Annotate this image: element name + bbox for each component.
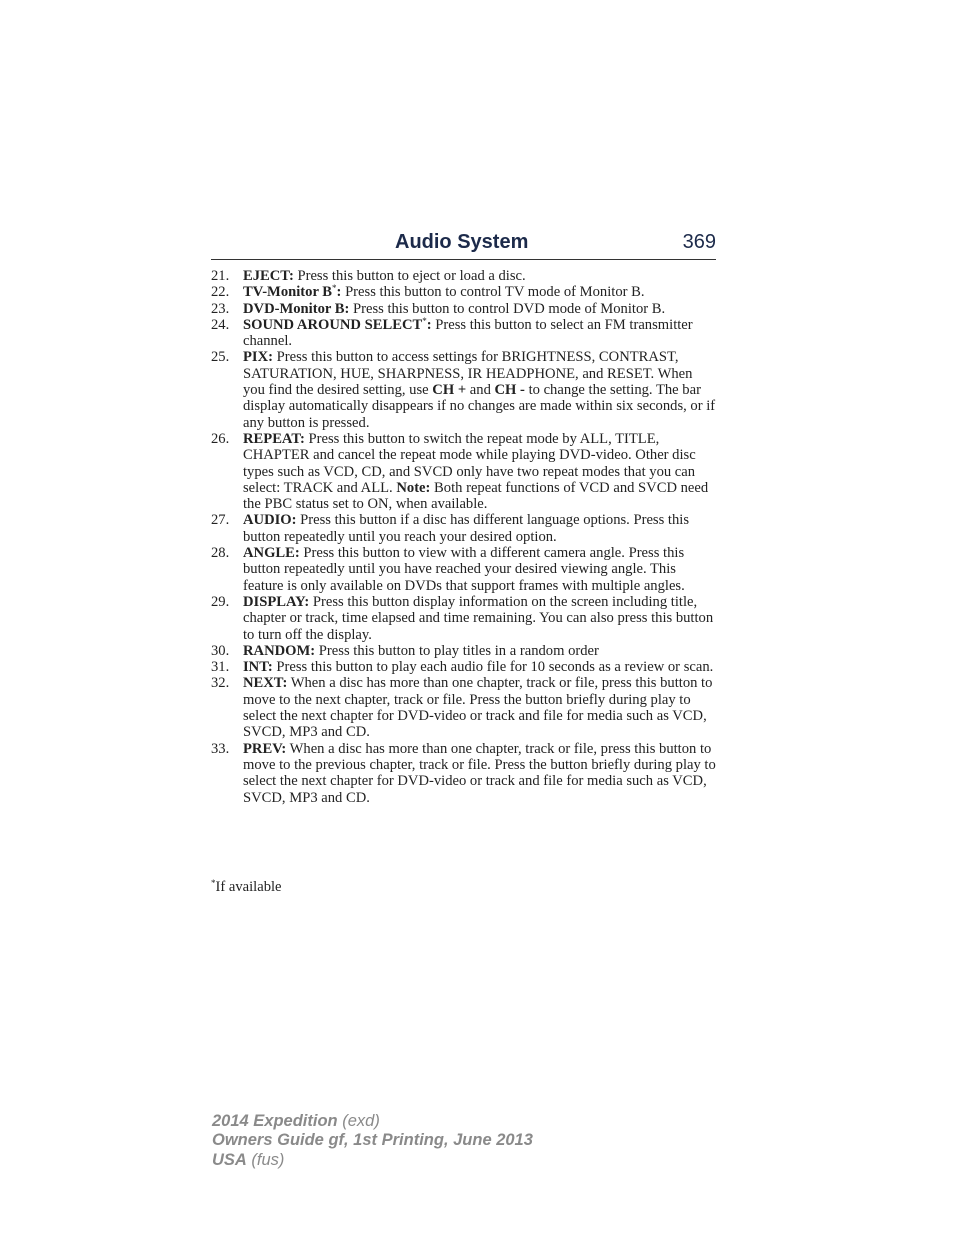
item-text: DISPLAY: Press this button display information on the screen including title, chapter or track, time elapsed and time remaining. You can also press this button to turn off the display. [243,593,714,643]
list-item [211,431,716,512]
item-label: RANDOM: [243,642,316,659]
item-number: 31. [211,659,230,676]
list-item [211,268,716,284]
list-item [211,659,716,675]
item-number: 29. [211,593,230,610]
item-label: ANGLE: [243,545,300,562]
footnote-marker: * [422,315,427,326]
item-label: REPEAT: [243,430,305,447]
item-label: SOUND AROUND SELECT [243,316,423,333]
item-text: NEXT: When a disc has more than one chapter, track or file, press this button to move to the next chapter, track or file. Press the button briefly during play to select the next chapter for DVD-video or track and file for media such as VCD, SVCD, MP3 and CD. [243,675,713,741]
item-label: INT: [243,659,273,676]
item-label: AUDIO: [243,512,297,529]
item-number: 28. [211,545,230,562]
footnote-mark: * [211,878,216,888]
item-number: 32. [211,675,230,692]
item-text: PREV: When a disc has more than one chapter, track or file, press this button to move to the previous chapter, track or file. Press the button briefly during play to select the next chapter for DVD-video or track and file for media such as VCD, SVCD, MP3 and CD. [243,740,716,806]
item-text: SOUND AROUND SELECT*: Press this button to select an FM transmitter channel. [243,315,693,350]
footnote-marker: * [332,283,337,294]
item-number: 22. [211,284,230,301]
item-number: 30. [211,642,230,659]
list-item [211,317,716,350]
item-number: 26. [211,430,230,447]
item-label: TV-Monitor B [243,284,333,301]
item-number: 33. [211,740,230,757]
footnote [211,879,282,896]
list-item [211,284,716,300]
item-text: TV-Monitor B*: Press this button to control TV mode of Monitor B. [243,283,645,301]
page-number: 369 [682,231,716,253]
item-text: DVD-Monitor B: Press this button to control DVD mode of Monitor B. [243,300,666,317]
item-text: REPEAT: Press this button to switch the repeat mode by ALL, TITLE, CHAPTER and cancel the repeat mode while playing DVD-video. Other disc types such as VCD, CD, and SVCD only have two repeat modes that you can select: TRACK and ALL. Note: Both repeat functions of VCD and SVCD need the PBC status set to ON, when available. [243,430,709,513]
button-description-list [211,268,716,806]
list-item [211,675,716,740]
list-item [211,512,716,545]
section-title: Audio System [395,231,529,253]
list-item [211,545,716,594]
footnote-text: If available [215,879,282,895]
footer-line-market: USA (fus) [212,1150,285,1169]
item-text: INT: Press this button to play each audio file for 10 seconds as a review or scan. [243,659,714,676]
item-label: NEXT: [243,675,288,692]
list-item [211,349,716,430]
item-number: 25. [211,349,230,366]
footer-line-edition: Owners Guide gf, 1st Printing, June 2013 [212,1131,533,1150]
item-text: RANDOM: Press this button to play titles in a random order [243,642,599,659]
page-footer [212,1112,533,1170]
item-label: DISPLAY: [243,593,310,610]
list-item [211,301,716,317]
item-number: 27. [211,512,230,529]
list-item [211,741,716,806]
item-label: PREV: [243,740,287,757]
item-text: ANGLE: Press this button to view with a different camera angle. Press this button repeatedly until you have reached your desired viewing angle. This feature is only available on DVDs that support frames with multiple angles. [243,545,685,594]
item-label: DVD-Monitor B: [243,300,350,317]
list-item [211,594,716,643]
page-header [211,229,716,260]
item-number: 23. [211,300,230,317]
item-text: AUDIO: Press this button if a disc has different language options. Press this button repeatedly until you reach your desired option. [243,512,690,545]
item-text: PIX: Press this button to access settings for BRIGHTNESS, CONTRAST, SATURATION, HUE, SHARPNESS, IR HEADPHONE, and RESET. When you find the desired setting, use CH + and CH - to change the setting. The bar display automatically disappears if no changes are made within six seconds, or if any button is pressed. [243,349,716,431]
item-label: EJECT: [243,268,294,284]
item-label: PIX: [243,349,273,366]
item-number: 21. [211,268,230,284]
footer-line-model: 2014 Expedition (exd) [212,1112,380,1130]
list-item [211,643,716,659]
item-number: 24. [211,316,230,333]
item-text: EJECT: Press this button to eject or load a disc. [243,268,526,284]
